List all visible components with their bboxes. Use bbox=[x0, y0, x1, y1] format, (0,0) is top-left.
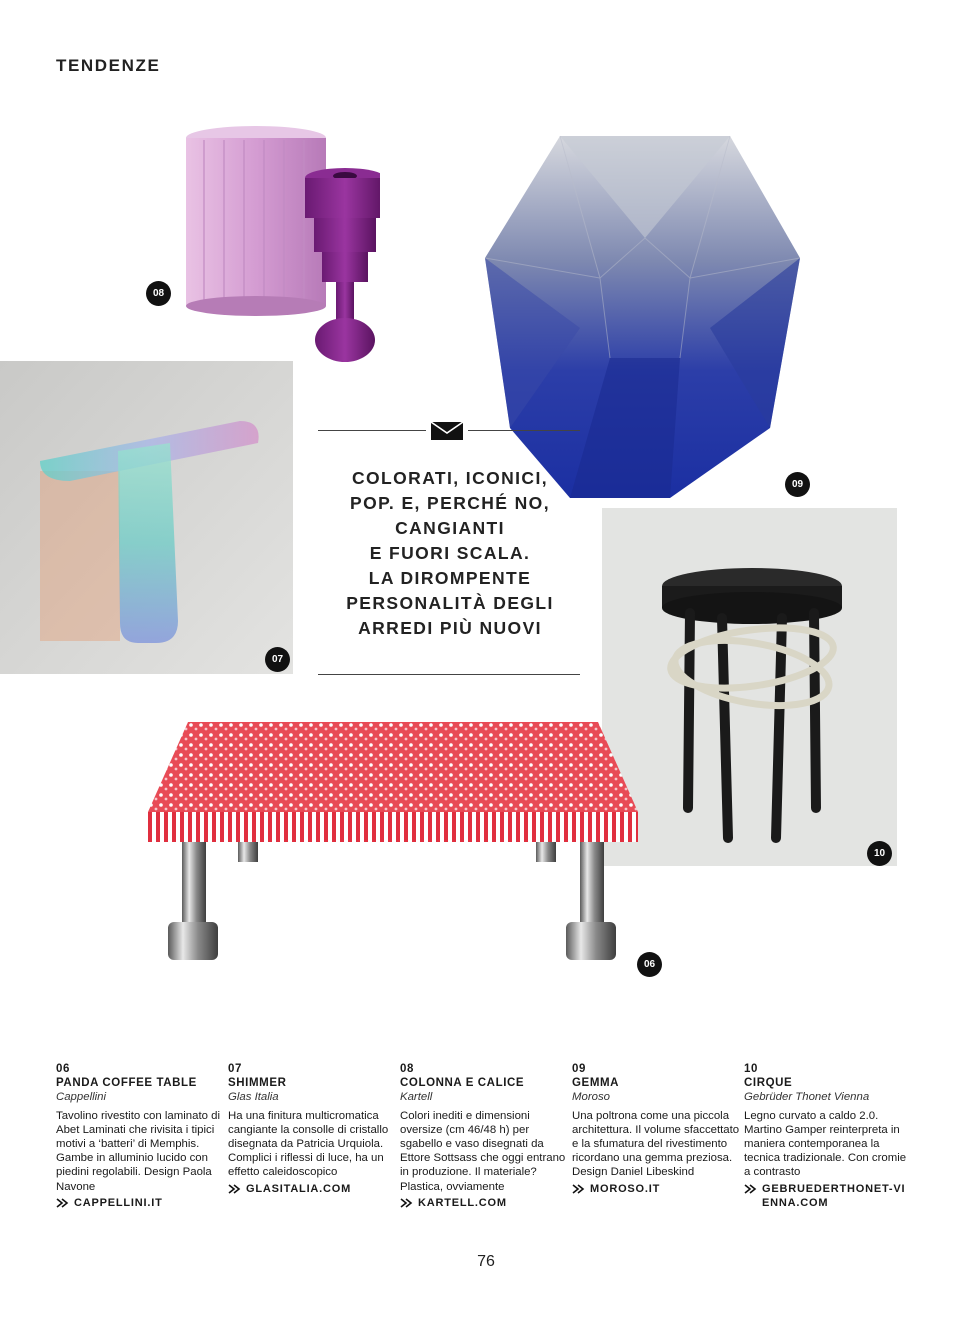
caption-product-name: GEMMA bbox=[572, 1077, 620, 1090]
photo-cirque-stool bbox=[602, 508, 897, 866]
arrow-icon bbox=[228, 1184, 242, 1194]
caption-product-name: SHIMMER bbox=[228, 1077, 287, 1090]
quote-rule-bottom bbox=[318, 674, 580, 675]
caption-product-name: PANDA COFFEE TABLE bbox=[56, 1077, 197, 1090]
caption-brand: Kartell bbox=[400, 1091, 433, 1104]
caption-description: Tavolino rivestito con laminato di Abet Laminati che rivisita i tipici motivi a ‘batteri’ di Memphis. Gambe in alluminio lucido con piedini regolabili. Design Paola Navone bbox=[56, 1109, 220, 1193]
caption-link-text[interactable]: GEBRUEDERTHONET-VIENNA.COM bbox=[762, 1182, 906, 1209]
photo-gemma-armchair bbox=[480, 128, 806, 508]
photo-colonna-calice bbox=[150, 110, 380, 370]
caption-link[interactable] bbox=[400, 1196, 568, 1210]
arrow-icon bbox=[572, 1184, 586, 1194]
badge-09: 09 bbox=[785, 472, 810, 497]
caption-link-text[interactable]: MOROSO.IT bbox=[590, 1182, 661, 1195]
badge-06: 06 bbox=[637, 952, 662, 977]
caption-10 bbox=[744, 1062, 916, 1210]
caption-number: 10 bbox=[744, 1063, 758, 1075]
caption-number: 09 bbox=[572, 1063, 586, 1075]
caption-link[interactable] bbox=[228, 1182, 396, 1196]
photo-panda-coffee-table bbox=[148, 712, 638, 977]
quote-line: LA DIROMPENTE bbox=[368, 568, 532, 588]
quote-line: E FUORI SCALA. bbox=[369, 543, 531, 563]
caption-description: Ha una finitura multicromatica cangiante la consolle di cristallo disegnata da Patricia Urquiola. Complici i riflessi di luce, ha un effetto caleidoscopico bbox=[228, 1109, 389, 1179]
caption-09 bbox=[572, 1062, 744, 1210]
page-number: 76 bbox=[477, 1253, 495, 1270]
caption-product-name: COLONNA E CALICE bbox=[400, 1077, 525, 1090]
quote-line: POP. E, PERCHÉ NO, bbox=[350, 493, 550, 513]
caption-number: 08 bbox=[400, 1063, 414, 1075]
caption-number: 07 bbox=[228, 1063, 242, 1075]
caption-brand: Glas Italia bbox=[228, 1091, 279, 1104]
caption-07 bbox=[228, 1062, 400, 1210]
arrow-icon bbox=[400, 1198, 414, 1208]
caption-product-name: CIRQUE bbox=[744, 1077, 793, 1090]
caption-link[interactable] bbox=[572, 1182, 740, 1196]
caption-link-text[interactable]: KARTELL.COM bbox=[418, 1196, 507, 1209]
badge-08: 08 bbox=[146, 281, 171, 306]
caption-description: Una poltrona come una piccola architettura. Il volume sfaccettato e la sfumatura del rivestimento ricordano una gemma preziosa. Design Daniel Libeskind bbox=[572, 1109, 740, 1179]
caption-description: Colori inediti e dimensioni oversize (cm 46/48 h) per sgabello e vaso disegnati da Ettore Sottsass che oggi entrano in produzione. Il materiale? Plastica, ovviamente bbox=[400, 1109, 566, 1193]
quote-line: PERSONALITÀ DEGLI bbox=[346, 593, 554, 613]
caption-brand: Moroso bbox=[572, 1091, 610, 1104]
caption-link-text[interactable]: GLASITALIA.COM bbox=[246, 1182, 352, 1195]
section-title: TENDENZE bbox=[56, 56, 161, 75]
caption-link-text[interactable]: CAPPELLINI.IT bbox=[74, 1196, 163, 1209]
quote-line: COLORATI, ICONICI, bbox=[352, 468, 548, 488]
arrow-icon bbox=[744, 1184, 758, 1194]
caption-link[interactable] bbox=[56, 1196, 224, 1210]
caption-08 bbox=[400, 1062, 572, 1210]
quote-rule-top bbox=[318, 430, 426, 431]
quote-rule-top-right bbox=[468, 430, 580, 431]
envelope-icon bbox=[430, 420, 464, 442]
caption-description: Legno curvato a caldo 2.0. Martino Gamper reinterpreta in maniera contemporanea la tecnica tradizionale. Con cromie a contrasto bbox=[744, 1109, 907, 1179]
caption-06 bbox=[56, 1062, 228, 1210]
quote-line: CANGIANTI bbox=[395, 518, 505, 538]
caption-link[interactable] bbox=[744, 1182, 912, 1210]
quote-line: ARREDI PIÙ NUOVI bbox=[358, 618, 542, 638]
badge-07: 07 bbox=[265, 647, 290, 672]
product-captions bbox=[56, 1062, 916, 1210]
caption-brand: Gebrüder Thonet Vienna bbox=[744, 1091, 870, 1104]
photo-shimmer-console bbox=[0, 361, 293, 674]
pull-quote bbox=[322, 466, 578, 641]
badge-10: 10 bbox=[867, 841, 892, 866]
caption-brand: Cappellini bbox=[56, 1091, 107, 1104]
arrow-icon bbox=[56, 1198, 70, 1208]
caption-number: 06 bbox=[56, 1063, 70, 1075]
